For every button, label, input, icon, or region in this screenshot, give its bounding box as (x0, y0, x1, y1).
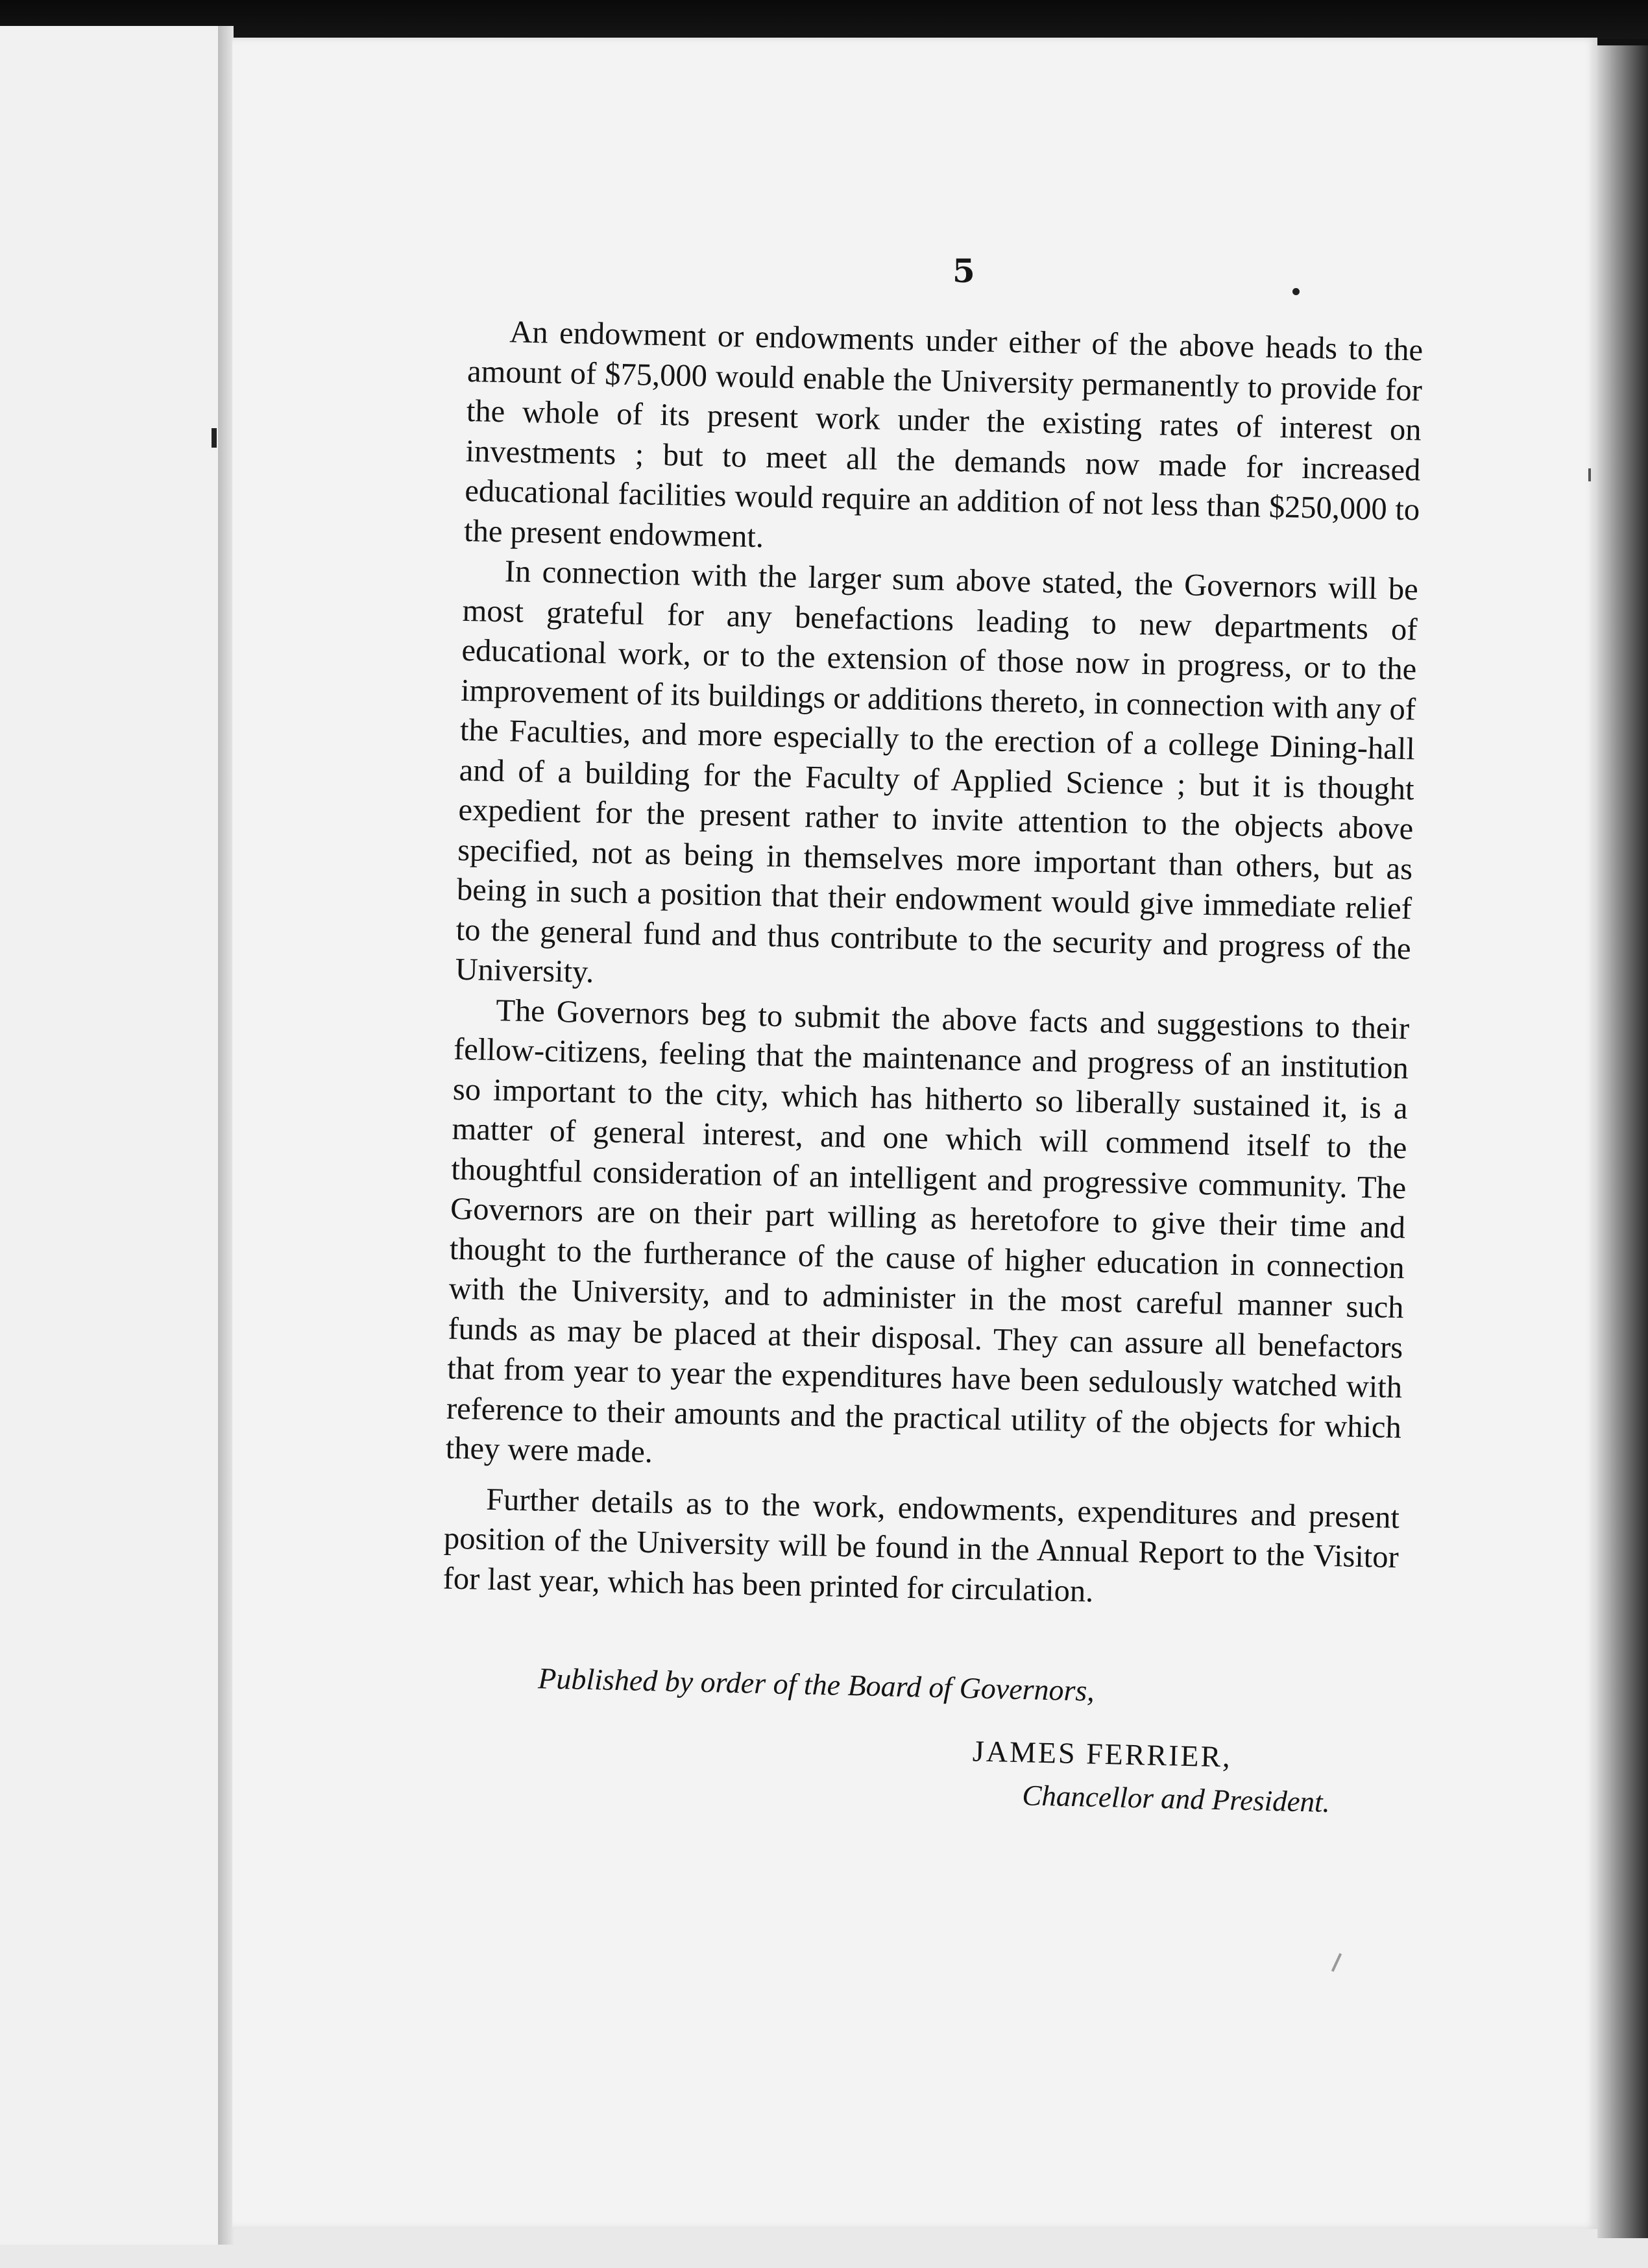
signer-title: Chancellor and President. (1021, 1779, 1331, 1818)
page-right-edge (1597, 45, 1648, 2238)
page-edge-mark (1588, 468, 1591, 481)
paragraph-governors-appeal: The Governors beg to submit the above facts and suggestions to their fellow-citizens, feeling that the maintenance and progress of an institution so important to the city, which has hitherto so liberally sustained it, is a matter of general interest, and one which will commend itself to the thoughtful consideration of an intelligent and progressive community. The Governors are on their part willing as heretofore to give their time and thought to the furtherance of the cause of higher education in connection with the University, and to administer in the most careful manner such funds as may be placed at their disposal. They can assure all benefactors that from year to year the expenditures have been sedulously watched with reference to their amounts and the practical utility of the objects for which they were made. (445, 993, 1410, 1470)
facing-page-left (0, 26, 222, 2245)
signature-block (529, 1661, 1375, 1820)
book-gutter (218, 26, 234, 2245)
paragraph-endowment-amount: An endowment or endowments under either of the above heads to the amount of $75,000 would enable the University permanently to provide for the whole of its present work under the existing rates of interest on investments ; but to meet all the demands now made for increased educational facilities would require an addition of not less than $250,000 to the present endowment. (463, 315, 1424, 554)
facing-page-mark (212, 428, 217, 448)
ink-dot (1292, 288, 1300, 295)
published-by-line: Published by order of the Board of Governors, (537, 1661, 1095, 1707)
signer-name: JAMES FERRIER, (972, 1734, 1233, 1774)
paragraph-further-details: Further details as to the work, endowments, expenditures and present position of the University will be found in the Annual Report to the Visitor for last year, which has been printed for circulation. (442, 1482, 1400, 1609)
body-text (442, 311, 1424, 1617)
paragraph-benefactions: In connection with the larger sum above stated, the Governors will be most grateful for any benefactions leading to new departments of educational work, or to the extension of those now in progress, or to the improvement of its buildings or additions thereto, in connection with any of the Faculties, and more especially to the erection of a college Dining-hall and of a building for the Faculty of Applied Science ; but it is thought expedient for the present rather to invite attention to the objects above specified, not as being in themselves more important than others, but as being in such a position that their endowment would give immediate relief to the general fund and thus contribute to the security and progress of the University. (455, 554, 1419, 990)
page-number: 5 (952, 252, 975, 290)
